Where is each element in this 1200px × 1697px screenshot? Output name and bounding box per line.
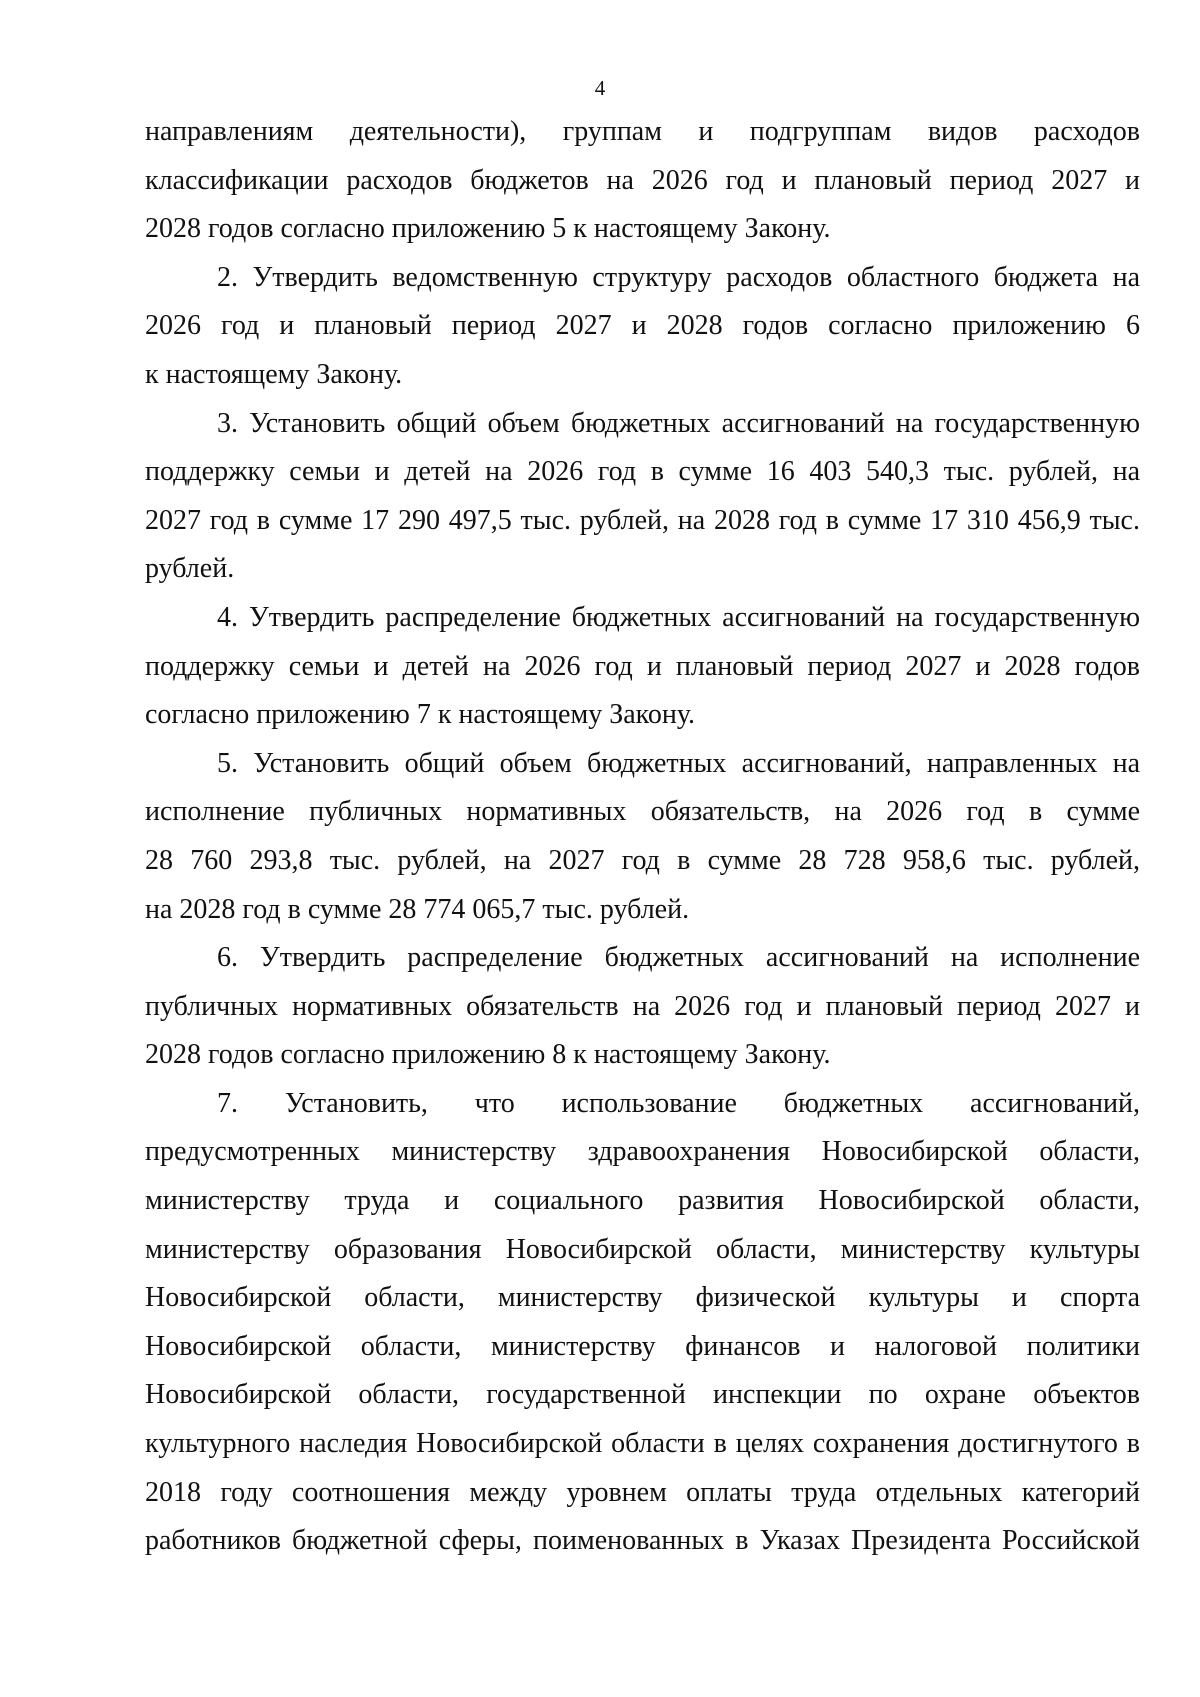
text-line: 2028 годов согласно приложению 8 к настоящему Закону. <box>145 1039 831 1071</box>
text-line: 7. Установить, что использование бюджетных ассигнований, <box>217 1087 1140 1119</box>
text-line: министерству образования Новосибирской области, министерству культуры <box>145 1233 1140 1265</box>
text-line: на 2028 год в сумме 28 774 065,7 тыс. рублей. <box>145 893 690 925</box>
text-line: Новосибирской области, министерству физической культуры и спорта <box>145 1282 1140 1314</box>
text-line: поддержку семьи и детей на 2026 год и плановый период 2027 и 2028 годов <box>145 650 1140 682</box>
text-line: 2028 годов согласно приложению 5 к настоящему Закону. <box>145 213 831 245</box>
text-line: рублей. <box>145 553 235 585</box>
text-line: 6. Утвердить распределение бюджетных ассигнований на исполнение <box>217 942 1140 974</box>
text-line: культурного наследия Новосибирской области в целях сохранения достигнутого в <box>145 1428 1140 1460</box>
text-line: 28 760 293,8 тыс. рублей, на 2027 год в сумме 28 728 958,6 тыс. рублей, <box>145 844 1140 876</box>
text-line: 2027 год в сумме 17 290 497,5 тыс. рублей, на 2028 год в сумме 17 310 456,9 тыс. <box>145 504 1140 536</box>
text-line: 2026 год и плановый период 2027 и 2028 годов согласно приложению 6 <box>145 310 1140 342</box>
text-line: министерству труда и социального развития Новосибирской области, <box>145 1185 1140 1217</box>
text-line: классификации расходов бюджетов на 2026 год и плановый период 2027 и <box>145 164 1140 196</box>
text-line: работников бюджетной сферы, поименованных в Указах Президента Российской <box>145 1525 1140 1557</box>
text-line: 4. Утвердить распределение бюджетных ассигнований на государственную <box>217 601 1140 633</box>
text-line: исполнение публичных нормативных обязательств, на 2026 год в сумме <box>145 796 1140 828</box>
text-line: 2. Утвердить ведомственную структуру расходов областного бюджета на <box>217 261 1140 293</box>
text-line: направлениям деятельности), группам и подгруппам видов расходов <box>145 116 1140 147</box>
text-line: поддержку семьи и детей на 2026 год в сумме 16 403 540,3 тыс. рублей, на <box>145 456 1140 488</box>
text-line: предусмотренных министерству здравоохранения Новосибирской области, <box>145 1136 1140 1168</box>
text-line: публичных нормативных обязательств на 2026 год и плановый период 2027 и <box>145 990 1140 1022</box>
text-line: 2018 году соотношения между уровнем оплаты труда отдельных категорий <box>145 1476 1140 1508</box>
text-line: Новосибирской области, министерству финансов и налоговой политики <box>145 1330 1140 1362</box>
text-line: Новосибирской области, государственной инспекции по охране объектов <box>145 1379 1140 1411</box>
text-line: 5. Установить общий объем бюджетных ассигнований, направленных на <box>217 747 1140 779</box>
text-line: согласно приложению 7 к настоящему Закону. <box>145 699 696 731</box>
text-line: к настоящему Закону. <box>145 358 403 390</box>
text-line: 3. Установить общий объем бюджетных ассигнований на государственную <box>217 407 1140 439</box>
page-number: 4 <box>594 76 606 100</box>
document-body <box>145 108 1140 1566</box>
